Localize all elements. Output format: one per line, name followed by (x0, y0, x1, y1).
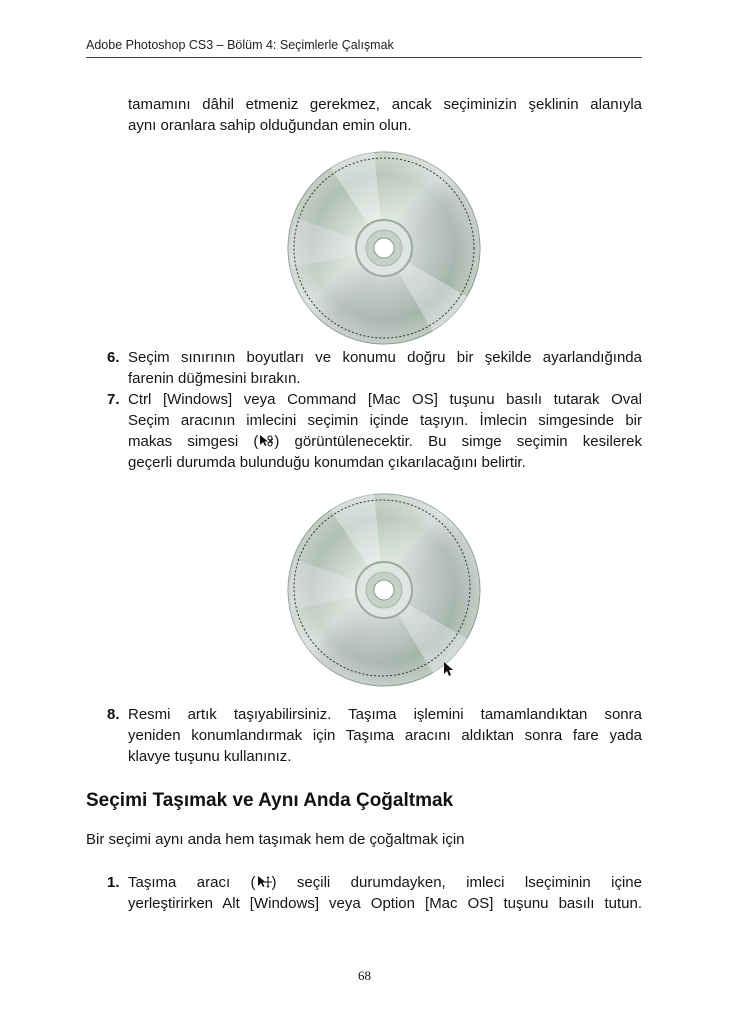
step-6-line-1: Seçim sınırının boyutları ve konumu doğru bir şekilde ayarlandığında (128, 349, 642, 366)
step-7-number: 7. (107, 391, 120, 408)
step-6-paragraph (128, 347, 642, 389)
step-6-line-2: farenin düğmesini bırakın. (128, 370, 301, 387)
page-number: 68 (358, 968, 371, 983)
step-1-line-1: Taşıma aracı ( ) seçili durumdayken, imleci lseçiminin içine (128, 874, 642, 891)
intro-paragraph (128, 94, 642, 136)
step-7-line-1: Ctrl [Windows] veya Command [Mac OS] tuşunu basılı tutarak Oval (128, 391, 642, 408)
step-7-paragraph (128, 389, 642, 473)
intro-line-1: tamamını dâhil etmeniz gerekmez, ancak seçiminizin şeklinin alanıyla (128, 96, 642, 113)
step-1-number: 1. (107, 874, 120, 891)
section-heading: Seçimi Taşımak ve Aynı Anda Çoğaltmak (86, 790, 454, 811)
step-1-paragraph (128, 872, 642, 914)
cd-image-1 (284, 148, 484, 348)
step-8-line-1: Resmi artık taşıyabilirsiniz. Taşıma işlemini tamamlandıktan sonra (128, 706, 642, 723)
step-1-line-2: yerleştirirken Alt [Windows] veya Option [Mac OS] tuşunu basılı tutun. (128, 895, 642, 912)
step-6-number: 6. (107, 349, 120, 366)
step-7-line-2: Seçim aracının imlecini seçimin içinde taşıyın. İmlecin simgesinde bir (128, 412, 642, 429)
scissors-cursor-icon (258, 434, 274, 447)
page-header: Adobe Photoshop CS3 – Bölüm 4: Seçimlerle Çalışmak (86, 38, 642, 58)
step-7-line-3: makas simgesi ( ) görüntülenecektir. Bu simge seçimin kesilerek (128, 433, 642, 450)
cd-image-2 (284, 490, 484, 690)
section-intro: Bir seçimi aynı anda hem taşımak hem de çoğaltmak için (86, 831, 465, 848)
step-8-number: 8. (107, 706, 120, 723)
step-8-paragraph (128, 704, 642, 767)
step-8-line-2: yeniden konumlandırmak için Taşıma aracını aldıktan sonra fare yada (128, 727, 642, 744)
intro-line-2: aynı oranlara sahip olduğundan emin olun. (128, 117, 412, 134)
move-tool-icon (256, 875, 272, 888)
step-8-line-3: klavye tuşunu kullanınız. (128, 748, 292, 765)
step-7-line-4: geçerli durumda bulunduğu konumdan çıkarılacağını belirtir. (128, 454, 526, 471)
